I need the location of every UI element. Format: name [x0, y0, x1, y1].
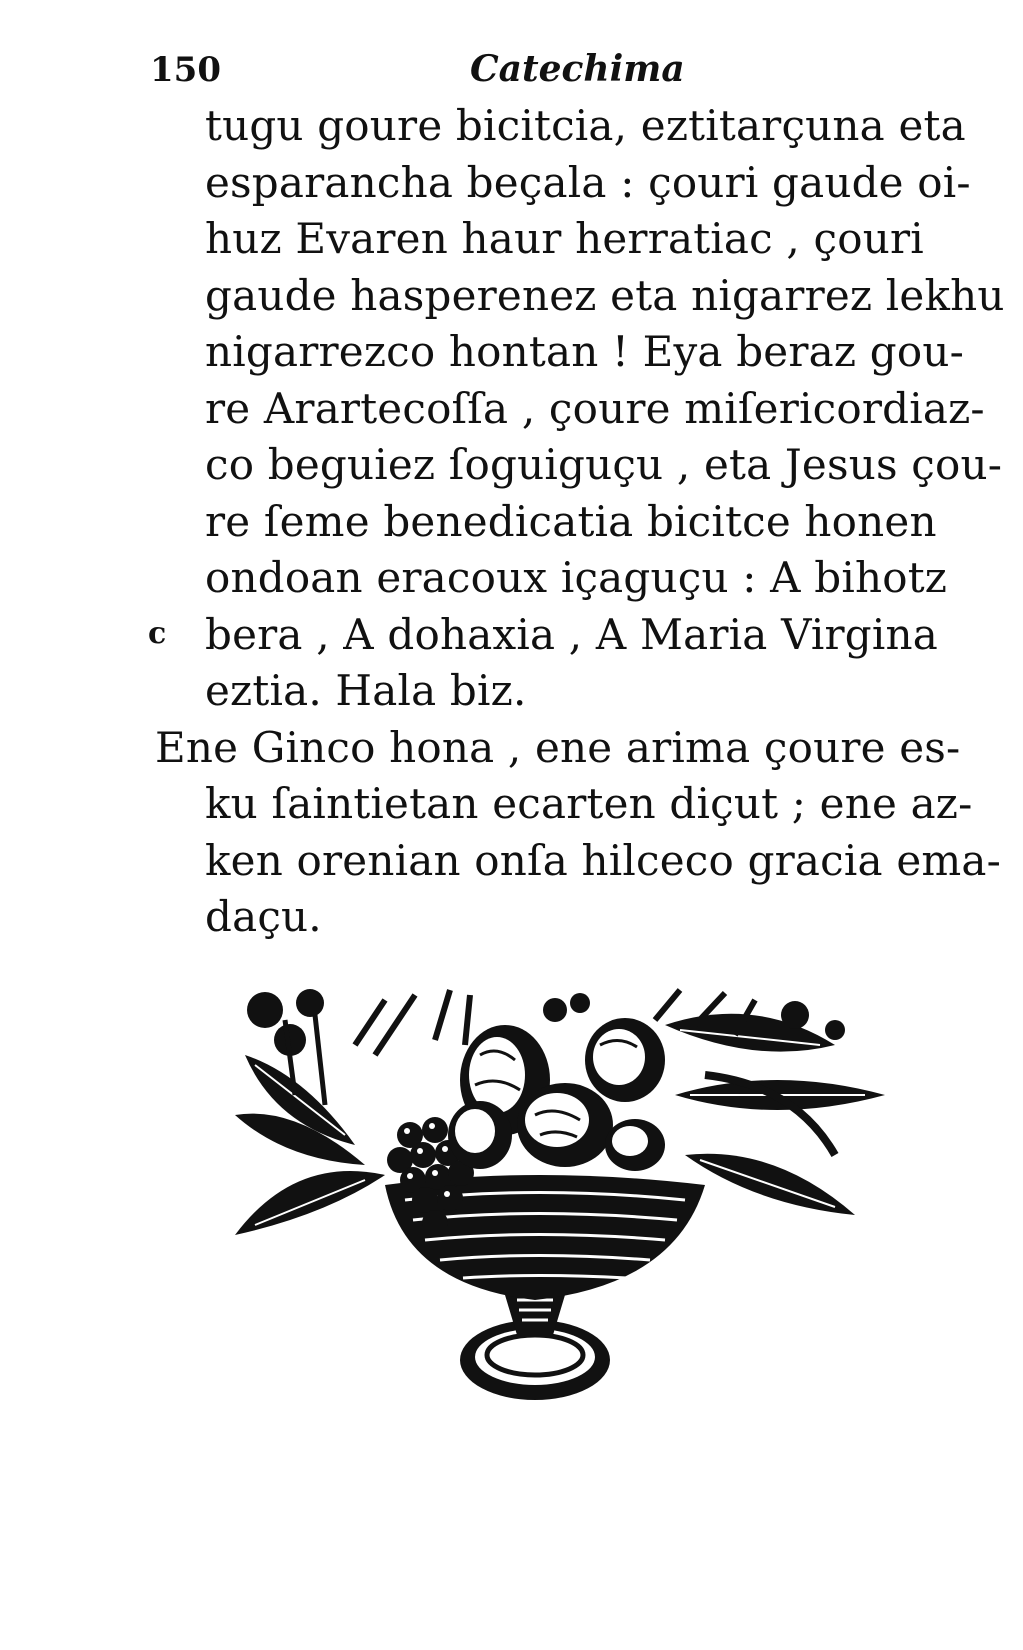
text-line: esparancha beçala : çouri gaude oi- [205, 157, 971, 207]
margin-note: c [148, 616, 167, 651]
text-line: co beguiez ſoguiguçu , eta Jesus çou- [205, 440, 1003, 489]
text-line: bera , A dohaxia , A Maria Virgina [205, 609, 939, 659]
text-line: huz Evaren haur herratiac , çouri [205, 214, 924, 263]
text-line: nigarrezco hontan ! Eya beraz gou- [205, 327, 964, 376]
text-line: ku ſaintietan ecarten diçut ; ene az- [205, 779, 973, 828]
text-line: eztia. Hala biz. [205, 666, 527, 715]
text-line: ondoan eracoux içaguçu : A bihotz [205, 553, 948, 602]
page-header [150, 40, 910, 100]
text-line: ken orenian onſa hilceco gracia ema- [205, 835, 1002, 885]
text-line: gaude hasperenez eta nigarrez lekhu [205, 270, 1005, 320]
running-title: Catechima [470, 48, 685, 90]
text-line: tugu goure bicitcia, eztitarçuna eta [205, 101, 966, 150]
text-line: re Arartecoſſa , çoure miſericordiaz- [205, 383, 985, 433]
body-text [155, 98, 1005, 946]
page-number: 150 [150, 50, 221, 90]
text-line: daçu. [205, 892, 322, 941]
text-line: re ſeme benedicatia bicitce honen [205, 496, 937, 546]
fruit-basket-ornament [235, 985, 885, 1410]
prayer-start-line: Ene Ginco hona , ene arima çoure es- [155, 722, 961, 772]
